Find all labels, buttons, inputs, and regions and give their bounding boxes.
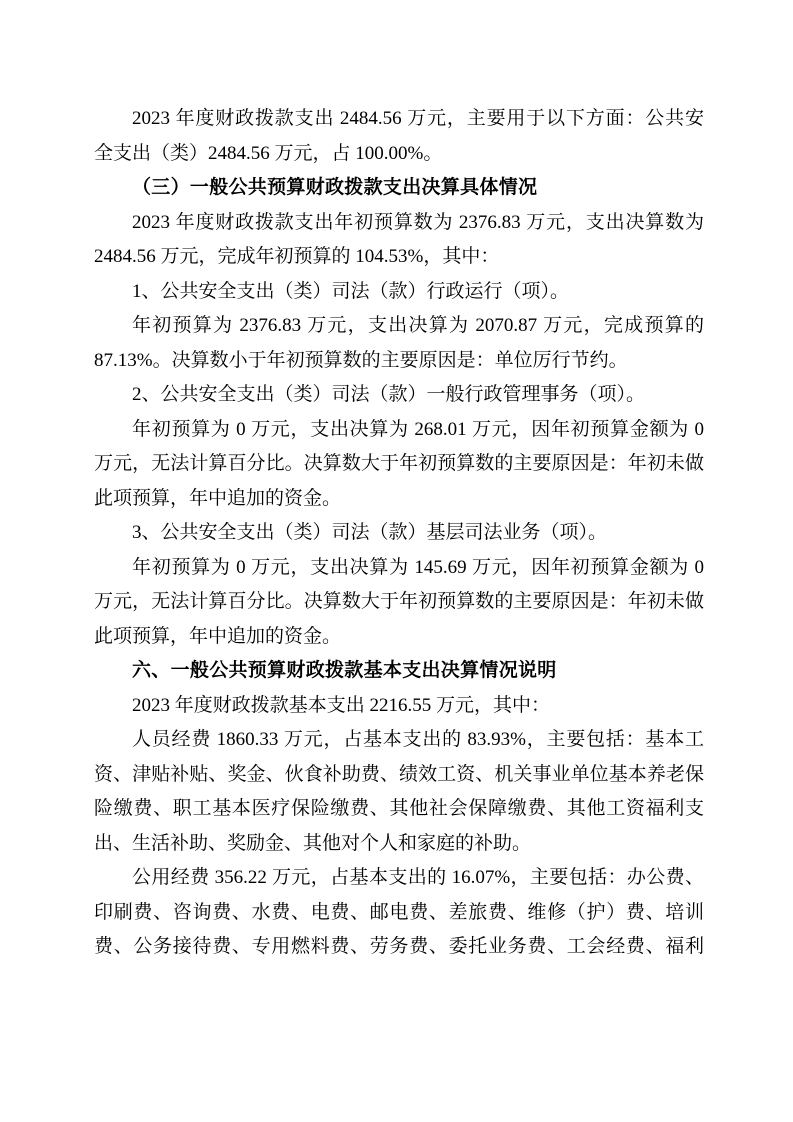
- heading-section-3: [94, 171, 704, 206]
- text-line: 2023 年度财政拨款基本支出 2216.55 万元，其中：: [132, 694, 551, 716]
- para-item-1-detail: [94, 309, 704, 378]
- text-line: 万元，无法计算百分比。决算数大于年初预算数的主要原因是：年初未做: [94, 591, 704, 612]
- text-line: 出、生活补助、奖励金、其他对个人和家庭的补助。: [94, 832, 532, 854]
- para-item-2-detail: [94, 413, 704, 517]
- para-fiscal-expenditure-summary: [94, 102, 704, 171]
- text-line: 此项预算，年中追加的资金。: [94, 625, 342, 647]
- text-line: 全支出（类）2484.56 万元，占 100.00%。: [94, 142, 443, 164]
- text-line: 2023 年度财政拨款支出年初预算数为 2376.83 万元，支出决算数为: [132, 211, 704, 233]
- text-line: 年初预算为 0 万元，支出决算为 268.01 万元，因年初预算金额为 0: [132, 418, 704, 440]
- text-line: 年初预算为 0 万元，支出决算为 145.69 万元，因年初预算金额为 0: [132, 556, 704, 578]
- text-line: 资、津贴补贴、奖金、伙食补助费、绩效工资、机关事业单位基本养老保: [94, 763, 704, 785]
- para-personnel-expense: [94, 723, 704, 861]
- text-line: 人员经费 1860.33 万元，占基本支出的 83.93%，主要包括：基本工: [132, 729, 704, 750]
- document-text: [94, 102, 704, 965]
- para-basic-expenditure: [94, 689, 704, 724]
- text-line: 费、公务接待费、专用燃料费、劳务费、委托业务费、工会经费、福利: [94, 936, 704, 957]
- text-line: 公用经费 356.22 万元，占基本支出的 16.07%，主要包括：办公费、: [132, 867, 704, 888]
- para-budget-vs-final: [94, 206, 704, 275]
- para-public-expense: [94, 861, 704, 965]
- para-item-3-title: [94, 516, 704, 551]
- para-item-2-title: [94, 378, 704, 413]
- para-item-3-detail: [94, 551, 704, 655]
- heading-line: （三）一般公共预算财政拨款支出决算具体情况: [132, 177, 538, 198]
- text-line: 1、公共安全支出（类）司法（款）行政运行（项）。: [132, 280, 570, 302]
- heading-section-6: [94, 654, 704, 689]
- heading-line: 六、一般公共预算财政拨款基本支出决算情况说明: [132, 660, 557, 681]
- text-line: 年初预算为 2376.83 万元，支出决算为 2070.87 万元，完成预算的: [132, 315, 704, 336]
- text-line: 2、公共安全支出（类）司法（款）一般行政管理事务（项）。: [132, 384, 646, 405]
- text-line: 2023 年度财政拨款支出 2484.56 万元，主要用于以下方面：公共安: [132, 108, 704, 129]
- text-line: 险缴费、职工基本医疗保险缴费、其他社会保障缴费、其他工资福利支: [94, 798, 704, 819]
- text-line: 此项预算，年中追加的资金。: [94, 487, 342, 509]
- text-line: 万元，无法计算百分比。决算数大于年初预算数的主要原因是：年初未做: [94, 453, 704, 474]
- text-line: 3、公共安全支出（类）司法（款）基层司法业务（项）。: [132, 522, 608, 543]
- text-line: 印刷费、咨询费、水费、电费、邮电费、差旅费、维修（护）费、培训: [94, 901, 704, 923]
- text-line: 87.13%。决算数小于年初预算数的主要原因是：单位厉行节约。: [94, 349, 628, 371]
- text-line: 2484.56 万元，完成年初预算的 104.53%，其中：: [94, 246, 500, 267]
- para-item-1-title: [94, 275, 704, 310]
